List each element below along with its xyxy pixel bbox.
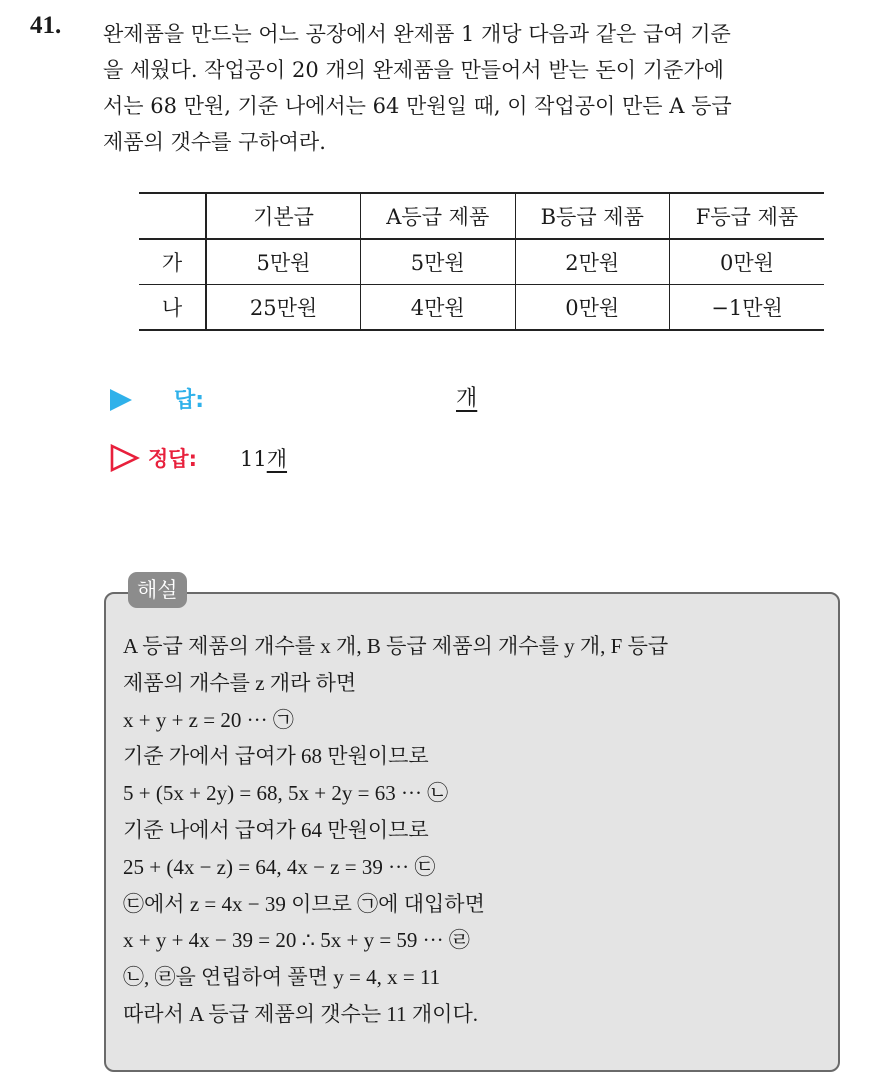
correct-answer-number: 11 [240, 447, 267, 471]
table-header-row [139, 193, 824, 239]
explanation-line: 따라서 A 등급 제품의 갯수는 11 개이다. [123, 1001, 478, 1026]
explanation-line: x + y + 4x − 39 = 20 ∴ 5x + y = 59 ··· ㉣ [123, 928, 470, 953]
play-triangle-icon [110, 389, 132, 411]
header-base-pay: 기본급 [206, 193, 361, 239]
table-row [139, 285, 824, 331]
explanation-line: A 등급 제품의 개수를 x 개, B 등급 제품의 개수를 y 개, F 등급 [123, 634, 669, 658]
question-line: 서는 68 만원, 기준 나에서는 64 만원일 때, 이 작업공이 만든 A 등급 [103, 94, 732, 118]
question-line: 완제품을 만드는 어느 공장에서 완제품 1 개당 다음과 같은 급여 기준 [103, 22, 731, 46]
header-grade-f: F등급 제품 [670, 193, 825, 239]
row-label: 나 [161, 296, 183, 320]
row-label: 가 [161, 251, 183, 275]
correct-answer-row [110, 440, 610, 476]
explanation-line: 제품의 개수를 z 개라 하면 [123, 670, 357, 695]
table-cell: 5만원 [361, 239, 516, 285]
explanation-line: 5 + (5x + 2y) = 68, 5x + 2y = 63 ··· ㉡ [123, 781, 449, 806]
answer-row [110, 381, 610, 417]
explanation-line: x + y + z = 20 ··· ㉠ [123, 707, 294, 732]
table-cell: 5만원 [206, 239, 361, 285]
correct-answer-unit: 개 [266, 447, 288, 471]
correct-answer-value [240, 443, 287, 473]
explanation-line: 기준 나에서 급여가 64 만원이므로 [123, 817, 429, 842]
header-corner [139, 193, 206, 239]
table-row [139, 239, 824, 285]
question-line: 을 세웠다. 작업공이 20 개의 완제품을 만들어서 받는 돈이 기준가에 [103, 58, 724, 82]
explanation-tag: 해설 [128, 572, 187, 608]
explanation-line: 25 + (4x − z) = 64, 4x − z = 39 ··· ㉢ [123, 854, 436, 879]
question-line: 제품의 갯수를 구하여라. [103, 130, 326, 154]
header-grade-b: B등급 제품 [515, 193, 670, 239]
explanation-line: 기준 가에서 급여가 68 만원이므로 [123, 744, 429, 769]
answer-label: 답: [174, 388, 205, 413]
outline-triangle-icon [110, 444, 140, 472]
explanation-body [123, 628, 838, 1033]
explanation-line: ㉢에서 z = 4x − 39 이므로 ㉠에 대입하면 [123, 891, 485, 916]
wage-standard-table [139, 192, 824, 331]
header-grade-a: A등급 제품 [361, 193, 516, 239]
explanation-line: ㉡, ㉣을 연립하여 풀면 y = 4, x = 11 [123, 965, 441, 990]
table-cell: 0만원 [515, 285, 670, 331]
table-cell: 2만원 [515, 239, 670, 285]
table-cell: −1만원 [670, 285, 825, 331]
correct-answer-label: 정답: [148, 447, 197, 471]
table-cell: 4만원 [361, 285, 516, 331]
table-cell: 25만원 [206, 285, 361, 331]
question-text [103, 16, 863, 160]
question-number: 41. [30, 12, 62, 39]
table-cell: 0만원 [670, 239, 825, 285]
answer-unit: 개 [456, 386, 478, 411]
